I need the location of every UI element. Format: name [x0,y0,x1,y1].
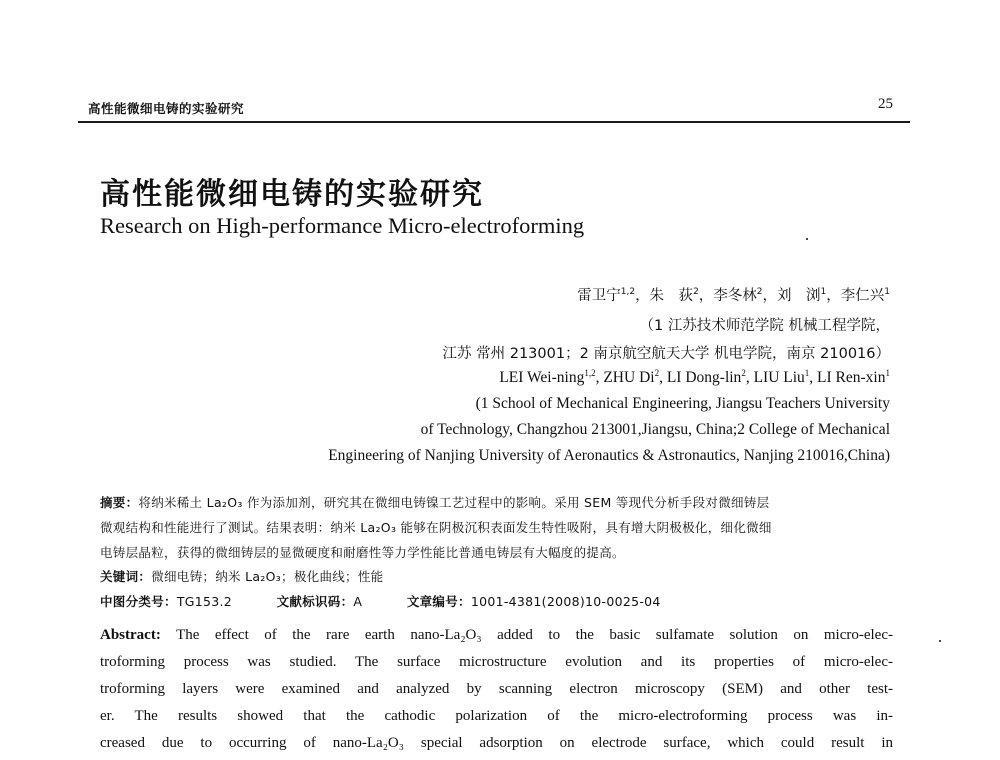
abstract-cn-label: 摘要： [100,495,139,510]
keywords-cn: 关键词：微细电铸；纳米 La₂O₃；极化曲线；性能 [100,569,384,584]
abstract-en [100,622,893,757]
abstract-en-line1: Abstract: The effect of the rare earth nano-La₂O₃ added to the basic sulfamate solution on micro-elec- [100,627,893,643]
affiliation-en-line3: Engineering of Nanjing University of Aeronautics & Astronautics, Nanjing 210016,China) [328,447,890,464]
paper-title-en: Research on High-performance Micro-electroforming [100,213,585,238]
scan-speck [806,238,808,240]
authors-en: LEI Wei-ning$^{1,2}$, ZHU Di$^2$, LI Dong-lin$^2$, LIU Liu$^1$, LI Ren-xin$^1$ [499,368,890,386]
running-header-title: 高性能微细电铸的实验研究 [88,101,245,116]
abstract-en-line5: creased due to occurring of nano-La₂O₃ special adsorption on electrode surface, which could result in [100,735,893,751]
abstract-cn-line3: 电铸层晶粒，获得的微细铸层的显微硬度和耐磨性等力学性能比普通电铸层有大幅度的提高。 [100,545,625,560]
abstract-en-line4: er. The results showed that the cathodic polarization of the micro-electroforming process was in- [100,708,893,724]
paper-title-cn: 高性能微细电铸的实验研究 [100,177,484,212]
keywords-label: 关键词： [100,569,152,584]
abstract-cn-line2: 微观结构和性能进行了测试。结果表明：纳米 La₂O₃ 能够在阴极沉积表面发生特性吸附，具有增大阴极极化，细化微细 [100,520,772,535]
affiliation-en-line2: of Technology, Changzhou 213001,Jiangsu, China;2 College of Mechanical [420,421,890,438]
abstract-cn-line1: 摘要：将纳米稀土 La₂O₃ 作为添加剂，研究其在微细电铸镍工艺过程中的影响。采用 SEM 等现代分析手段对微细铸层 [100,495,770,510]
classification-line: 中图分类号：TG153.2 文献标识码：A 文章编号：1001-4381(2008)10-0025-04 [100,594,661,609]
abstract-en-line2: troforming process was studied. The surface microstructure evolution and its properties of micro-elec- [100,654,893,670]
abstract-en-label: Abstract: [100,627,161,643]
affiliation-en-line1: (1 School of Mechanical Engineering, Jiangsu Teachers University [475,395,890,412]
header-rule [78,121,910,123]
page-number: 25 [878,96,893,112]
scan-speck [939,640,941,642]
affiliation-cn-line1: （1 江苏技术师范学院 机械工程学院， [639,318,890,334]
abstract-en-line3: troforming layers were examined and analyzed by scanning electron microscopy (SEM) and other test- [100,681,893,697]
authors-cn: 雷卫宁$^{1,2}$，朱 荻$^2$，李冬林$^2$，刘 浏$^1$，李仁兴$^1$ [577,287,890,304]
affiliation-cn-line2: 江苏 常州 213001；2 南京航空航天大学 机电学院，南京 210016） [442,346,890,362]
